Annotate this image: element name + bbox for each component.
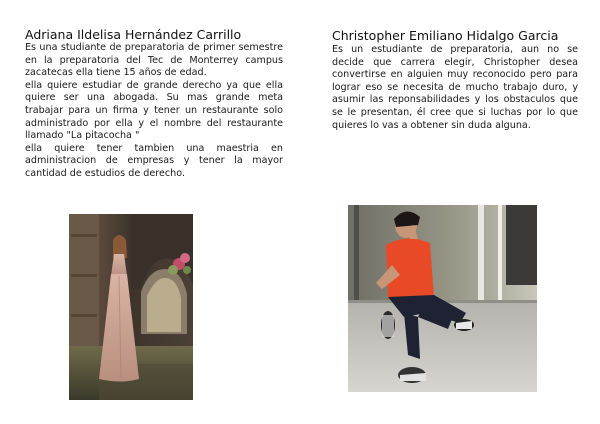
profile-left-photo bbox=[69, 214, 193, 400]
profile-right-name: Christopher Emiliano Hidalgo Garcia bbox=[332, 28, 559, 43]
bio-paragraph: Es un estudiante de preparatoria, aun no se decide que carrera elegir, Christopher desea convertirse en alguien muy reconocido pero para lograr eso se necesita de mucho trabajo duro, y asumir las reponsabilidades y los obstaculos que se le presentan, él cree que si luchas por lo que quieres lo vas a obtener sin duda alguna. bbox=[332, 44, 578, 131]
photo-woman-in-gown bbox=[69, 214, 193, 400]
profile-right-photo bbox=[348, 205, 537, 392]
bio-paragraph: ella quiere tener tambien una maestria en administracion de empresas y tener la mayor cantidad de estudios de derecho. bbox=[25, 142, 283, 179]
profile-left-name: Adriana Ildelisa Hernández Carrillo bbox=[25, 27, 242, 42]
photo-man-sitting bbox=[348, 205, 537, 392]
profile-right-bio bbox=[332, 44, 578, 132]
profile-left-bio bbox=[25, 42, 283, 181]
bio-paragraph: ella quiere estudiar de grande derecho ya que ella quiere ser una abogada. Su mas grande meta trabajar para un firma y tener un restaurante solo administrado por ella y el nombre del restaurante llamado "La pitacocha " bbox=[25, 79, 283, 142]
bio-paragraph: Es una studiante de preparatoria de primer semestre en la preparatoria del Tec de Monterrey campus zacatecas ella tiene 15 años de edad. bbox=[25, 42, 283, 79]
